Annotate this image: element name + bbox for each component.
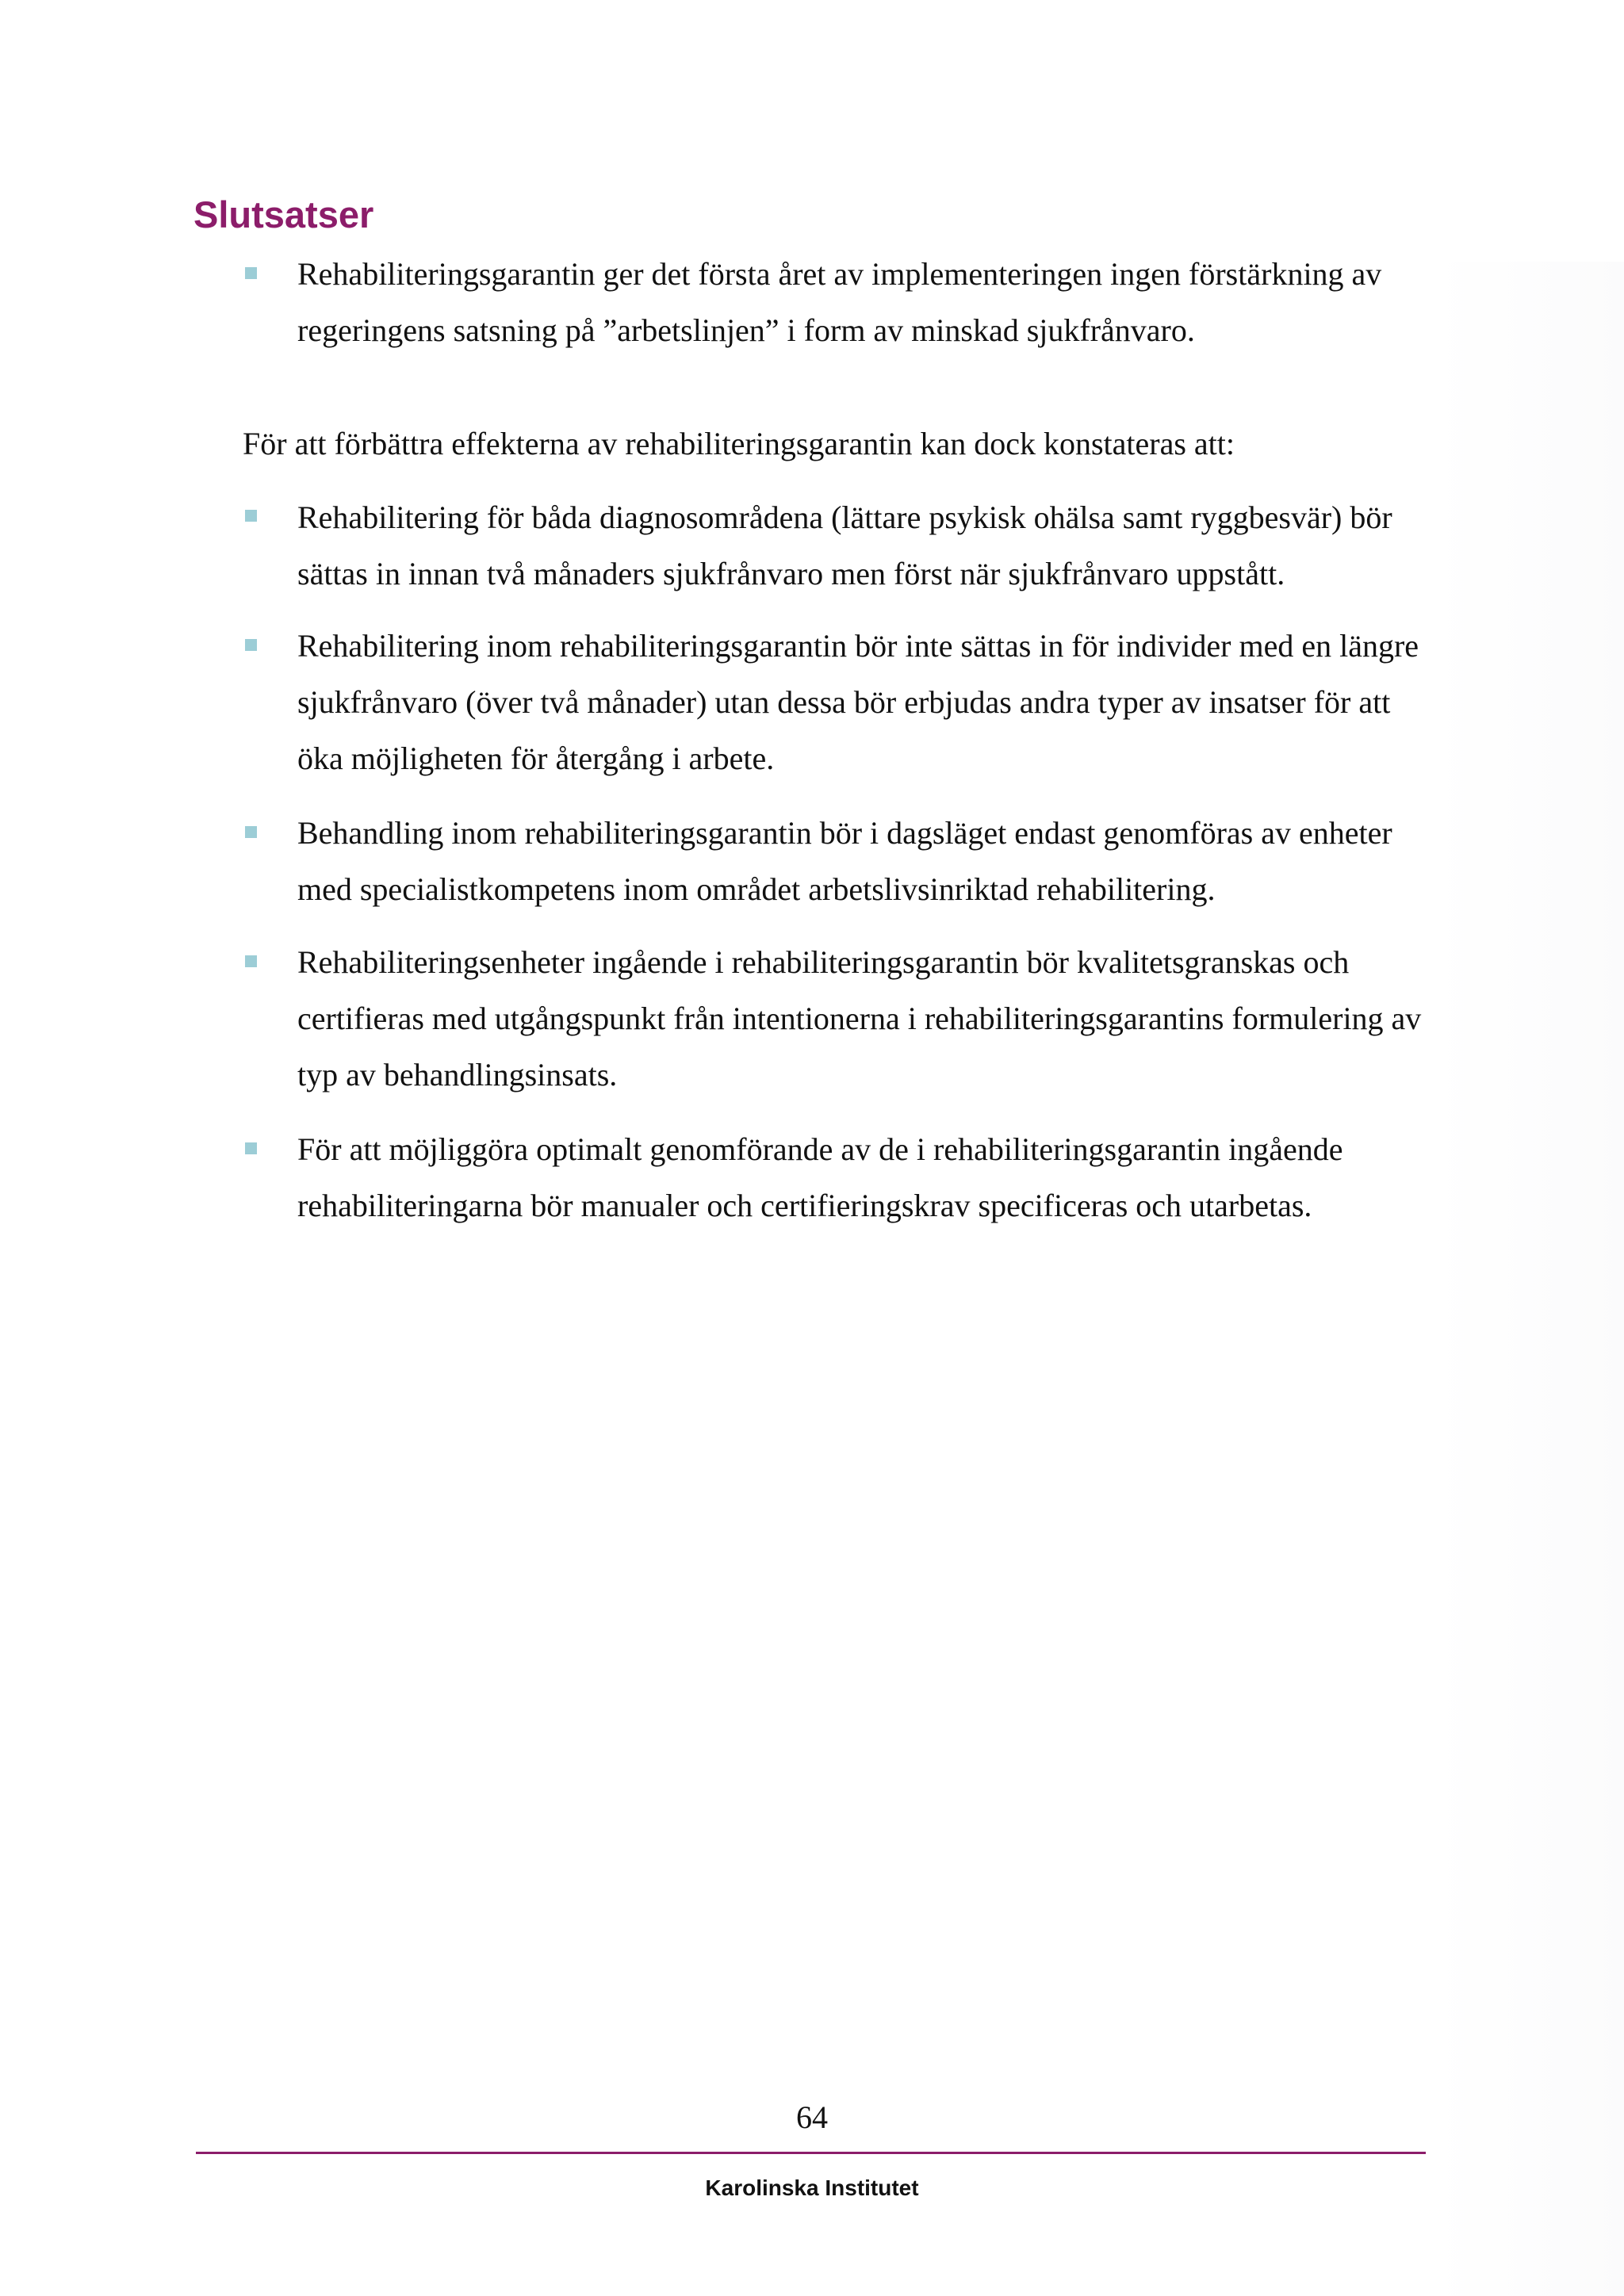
footer-organization: Karolinska Institutet [705,2175,919,2200]
intro-paragraph: För att förbättra effekterna av rehabiliteringsgarantin kan dock konstateras att: [243,426,1235,461]
square-bullet-icon [245,510,257,522]
square-bullet-icon [245,267,257,279]
bullet-text: Rehabilitering för båda diagnosområdena (lättare psykisk ohälsa samt ryggbesvär) bör sättas in innan två månaders sjukfrånvaro men först när sjukfrånvaro uppstått. [297,499,1392,591]
square-bullet-icon [245,955,257,967]
bullet-text: Rehabiliteringsgarantin ger det första året av implementeringen ingen förstärkning av regeringens satsning på ”arbetslinjen” i form av minskad sjukfrånvaro. [297,256,1382,348]
bullet-text: Rehabiliteringsenheter ingående i rehabiliteringsgarantin bör kvalitetsgranskas och certifieras med utgångspunkt från intentionerna i rehabiliteringsgarantins formulering av typ av behandlingsinsats. [297,944,1422,1093]
page-shade [1435,262,1624,2296]
square-bullet-icon [245,639,257,651]
page-number: 64 [796,2099,828,2135]
square-bullet-icon [245,1142,257,1154]
bullet-text: För att möjliggöra optimalt genomförande av de i rehabiliteringsgarantin ingående rehabiliteringarna bör manualer och certifieringskrav specificeras och utarbetas. [297,1131,1343,1223]
section-heading: Slutsatser [193,193,374,235]
square-bullet-icon [245,826,257,838]
bullet-text: Rehabilitering inom rehabiliteringsgarantin bör inte sättas in för individer med en längre sjukfrånvaro (över två månader) utan dessa bör erbjudas andra typer av insatser för att öka möjligheten för återgång i arbete. [297,628,1419,776]
bullet-text: Behandling inom rehabiliteringsgarantin bör i dagsläget endast genomföras av enheter med specialistkompetens inom området arbetslivsinriktad rehabilitering. [297,815,1392,907]
footer-divider [196,2152,1426,2154]
